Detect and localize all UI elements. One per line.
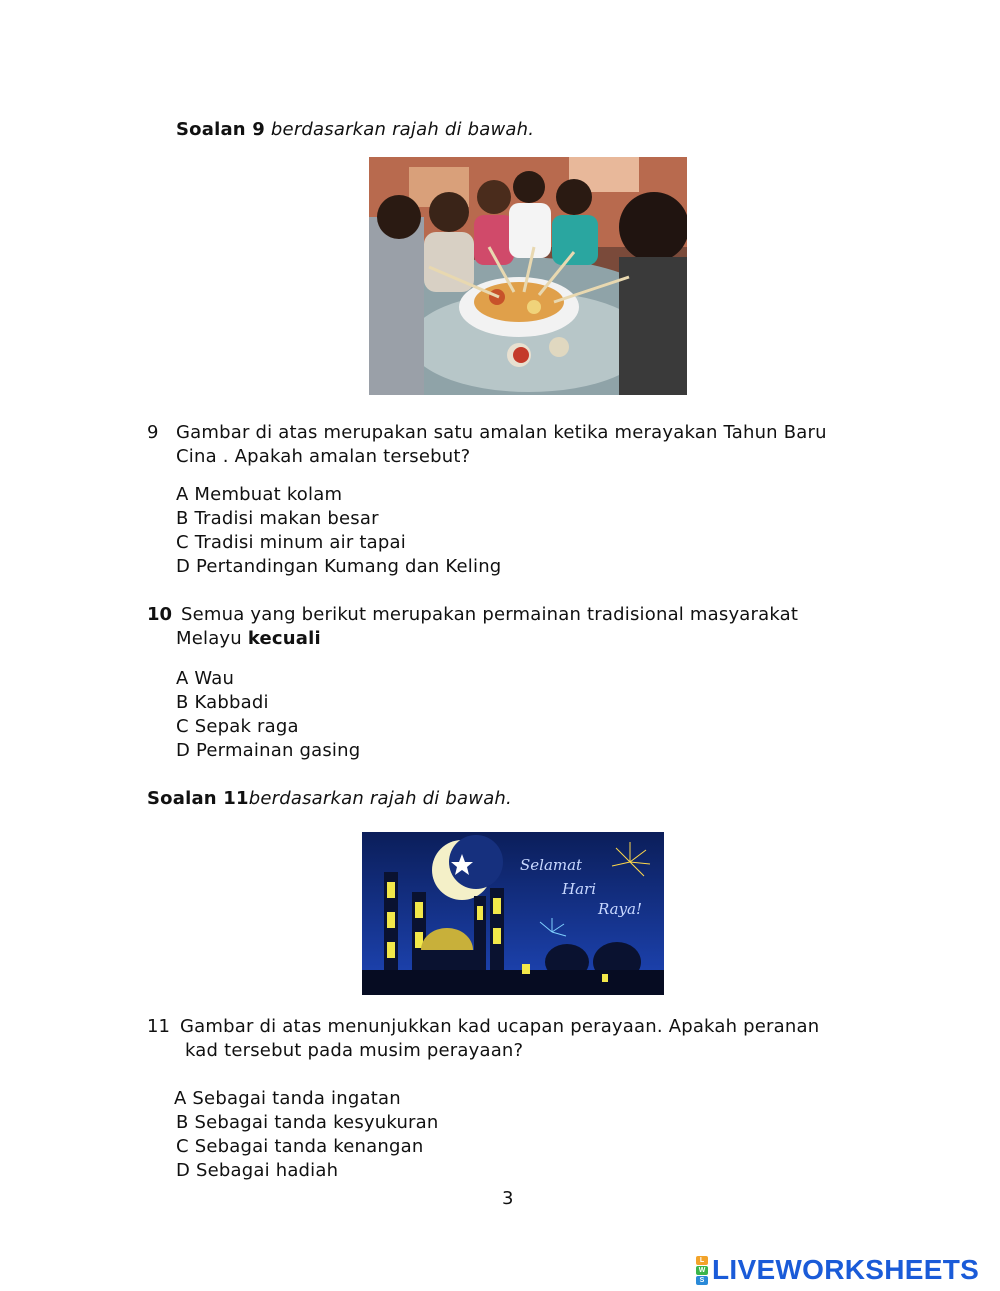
q11-line1: Gambar di atas menunjukkan kad ucapan perayaan. Apakah peranan	[180, 1016, 820, 1037]
q10-option-c: C Sepak raga	[176, 716, 299, 737]
q9-option-b: B Tradisi makan besar	[176, 508, 379, 529]
q9-option-a: A Membuat kolam	[176, 484, 343, 505]
card-greeting-2: Hari	[562, 880, 596, 898]
card-greeting-3: Raya!	[598, 900, 643, 918]
q10-option-b: B Kabbadi	[176, 692, 269, 713]
q10-option-a: A Wau	[176, 668, 235, 689]
q11-line2: kad tersebut pada musim perayaan?	[185, 1040, 524, 1061]
liveworksheets-brand	[696, 1254, 979, 1286]
q10-line1: Semua yang berikut merupakan permainan tradisional masyarakat	[181, 604, 799, 625]
logo-cell-l: L	[696, 1256, 708, 1265]
q9-line2: Cina . Apakah amalan tersebut?	[176, 446, 471, 467]
q10-line2	[176, 628, 321, 649]
logo-cell-w: W	[696, 1266, 708, 1275]
q10-number: 10	[147, 604, 173, 625]
q10-option-d: D Permainan gasing	[176, 740, 361, 761]
q11-number: 11	[147, 1016, 170, 1037]
yee-sang-illustration	[369, 157, 687, 395]
q10-line2-text: Melayu	[176, 628, 248, 649]
yee-sang-photo	[369, 157, 687, 395]
q11-option-a: A Sebagai tanda ingatan	[174, 1088, 401, 1109]
q9-intro	[176, 119, 534, 140]
q11-intro-bold: Soalan 11	[147, 788, 249, 809]
liveworksheets-wordmark: LIVEWORKSHEETS	[712, 1254, 980, 1285]
page-number: 3	[502, 1188, 514, 1209]
q9-option-d: D Pertandingan Kumang dan Keling	[176, 556, 502, 577]
q9-intro-bold: Soalan 9	[176, 119, 265, 140]
q9-intro-rest: berdasarkan rajah di bawah.	[265, 119, 535, 140]
hari-raya-card	[362, 832, 664, 995]
q10-kecuali: kecuali	[247, 628, 321, 649]
q9-line1: Gambar di atas merupakan satu amalan ketika merayakan Tahun Baru	[176, 422, 827, 443]
q11-intro	[147, 788, 512, 809]
q11-option-b: B Sebagai tanda kesyukuran	[176, 1112, 439, 1133]
q9-option-c: C Tradisi minum air tapai	[176, 532, 406, 553]
q9-number: 9	[147, 422, 159, 443]
q11-option-d: D Sebagai hadiah	[176, 1160, 339, 1181]
logo-cell-s: S	[696, 1276, 708, 1285]
q11-intro-rest: berdasarkan rajah di bawah.	[248, 788, 512, 809]
liveworksheets-logo-icon	[696, 1256, 708, 1285]
hari-raya-illustration	[362, 832, 664, 995]
card-greeting-1: Selamat	[520, 856, 583, 874]
q11-option-c: C Sebagai tanda kenangan	[176, 1136, 424, 1157]
